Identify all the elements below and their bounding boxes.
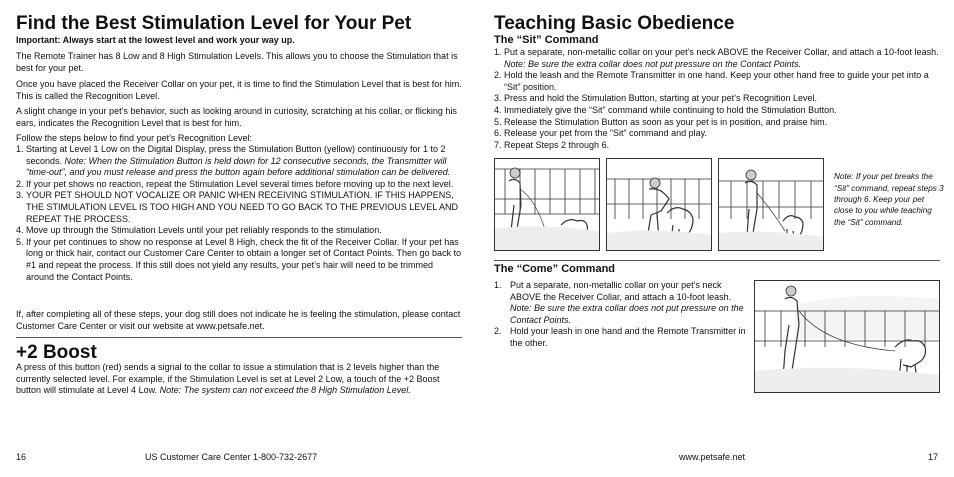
paragraph-contact: If, after completing all of these steps, your dog still does not indicate he is feeling the stimulation, please contact Customer Care Center or visit our website at www.petsafe.net.: [16, 309, 461, 331]
important-note: Important: Always start at the lowest level and work your way up.: [16, 35, 295, 45]
page-title-obedience: Teaching Basic Obedience: [494, 13, 735, 34]
come-command-title: The “Come” Command: [494, 263, 616, 275]
list-item: 1. Starting at Level 1 Low on the Digital Display, press the Stimulation Button (yellow) continuously for 1 to 2 seconds. Note: When the Stimulation Button is held down for 12 consecutive seconds, the Transmitter will “time-out”, and you must release and press the button again before additional stimulation can be delivered.: [16, 144, 451, 178]
boost-title: +2 Boost: [16, 342, 97, 363]
paragraph-behavior: A slight change in your pet’s behavior, such as looking around in curiosity, scratching at his collar, or flicking his ears, indicates the Recognition Level that is best for him.: [16, 106, 457, 128]
website-footer: www.petsafe.net: [679, 452, 746, 462]
list-item: 6. Release your pet from the “Sit” command and play.: [494, 128, 707, 139]
come-steps-list: [494, 280, 750, 350]
recognition-steps-list: [16, 144, 462, 283]
list-item: 3. Press and hold the Stimulation Button, starting at your pet’s Recognition Level.: [494, 93, 818, 104]
sit-illustration-1: [494, 158, 600, 251]
list-item: 7. Repeat Steps 2 through 6.: [494, 139, 610, 150]
paragraph-follow-steps: Follow the steps below to find your pet’s Recognition Level:: [16, 133, 252, 143]
list-item: 4. Immediately give the “Sit” command while continuing to hold the Stimulation Button.: [494, 104, 837, 115]
list-item: 5. Release the Stimulation Button as soon as your pet is in position, and praise him.: [494, 116, 828, 127]
sit-steps-list: [494, 47, 940, 151]
list-item: 1. Put a separate, non-metallic collar on your pet’s neck ABOVE the Receiver Collar, and attach a 10-foot leash. Note: Be sure the extra collar does not put pressure on the Contact Points.: [494, 280, 744, 325]
section-divider: [16, 337, 462, 338]
paragraph-levels: The Remote Trainer has 8 Low and 8 High Stimulation Levels. This allows you to choose the Stimulation that is best for your pet.: [16, 51, 458, 73]
list-item: 4. Move up through the Stimulation Levels until your pet reliably responds to the stimulation.: [16, 225, 382, 236]
list-item: 5. If your pet continues to show no response at Level 8 High, check the fit of the Receiver Collar. If your pet has long or thick hair, contact our Customer Care Center to obtain a longer set of Contact Points. Then go back to #1 and repeat the process. If this still does not yield any results, your pet’s hair will need to be trimmed around the Contact Points.: [16, 236, 462, 282]
sit-command-title: The “Sit” Command: [494, 34, 599, 46]
customer-care-footer: US Customer Care Center 1-800-732-2677: [145, 452, 318, 462]
list-item: 2. Hold the leash and the Remote Transmitter in one hand. Keep your other hand free to guide your pet into a “Sit” position.: [494, 70, 929, 92]
paragraph-recognition: Once you have placed the Receiver Collar on your pet, it is time to find the Stimulation Level that is best for him. This is called the Recognition Level.: [16, 79, 462, 101]
page-number-right: 17: [928, 452, 939, 462]
come-illustration: [754, 280, 940, 393]
list-item: 2. If your pet shows no reaction, repeat the Stimulation Level several times before moving up to the next level.: [16, 178, 454, 189]
list-item: 1. Put a separate, non-metallic collar on your pet’s neck ABOVE the Receiver Collar, and attach a 10-foot leash. Note: Be sure the extra collar does not put pressure on the Contact Points.: [494, 47, 939, 69]
list-item: 3. YOUR PET SHOULD NOT VOCALIZE OR PANIC WHEN RECEIVING STIMULATION. IF THIS HAPPENS, THE STIMULATION LEVEL IS TOO HIGH AND YOU NEED TO GO BACK TO THE PREVIOUS LEVEL AND REPEAT THE PROCESS.: [16, 190, 458, 224]
page-title-stimulation: Find the Best Stimulation Level for Your Pet: [16, 13, 412, 34]
section-divider: [494, 260, 940, 261]
sit-note: Note: If your pet breaks the “Sit” command, repeat steps 3 through 6. Keep your pet close to you while teaching the “Sit” command.: [834, 172, 944, 227]
sit-illustration-3: [718, 158, 824, 251]
boost-description: A press of this button (red) sends a signal to the collar to issue a stimulation that is 2 levels higher than the currently selected level. For example, if the Stimulation Level is set at Level 2 Low, a touch of the +2 Boost button will stimulate at Level 4 Low. Note: The system can not exceed the 8 High Stimulation Level.: [16, 362, 440, 396]
page-number-left: 16: [16, 452, 27, 462]
list-item: 2. Hold your leash in one hand and the Remote Transmitter in the other.: [494, 326, 746, 348]
sit-illustration-2: [606, 158, 712, 251]
